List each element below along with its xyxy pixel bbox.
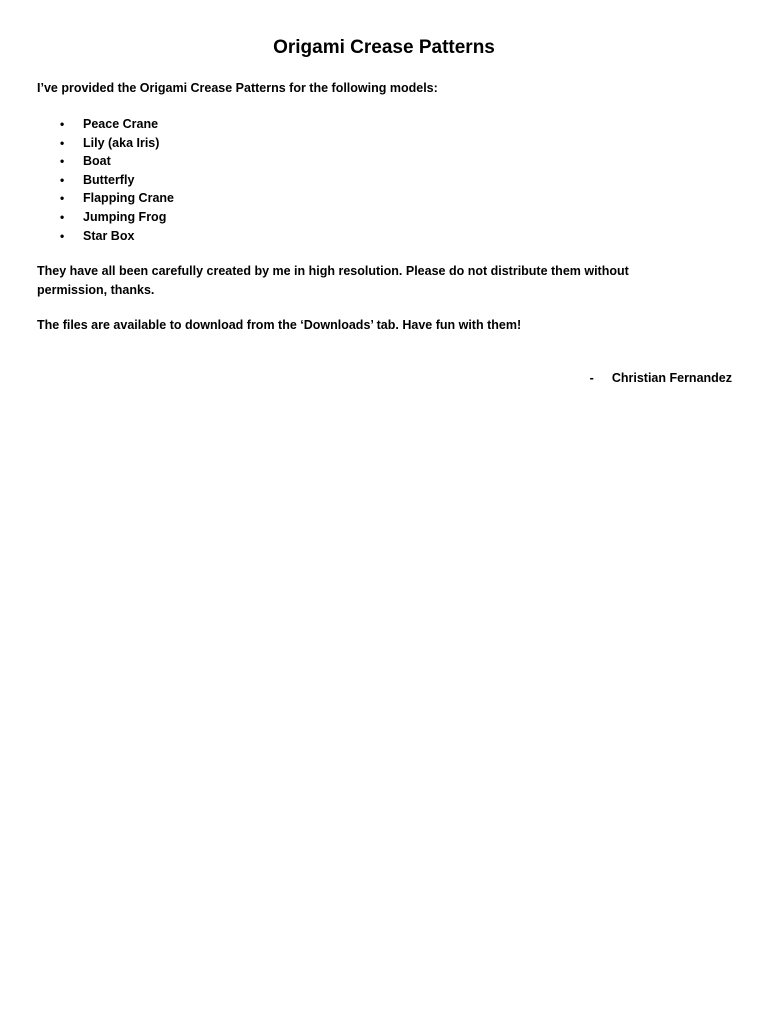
list-item-label: Boat — [83, 154, 111, 169]
bullet-icon: • — [60, 172, 65, 187]
list-item-label: Butterfly — [83, 172, 135, 187]
bullet-icon: • — [60, 135, 65, 150]
list-item-label: Star Box — [83, 228, 135, 243]
bullet-icon: • — [60, 154, 65, 169]
list-item-label: Peace Crane — [83, 117, 159, 131]
distribution-notice: They have all been carefully created by me in high resolution. Please do not distribute them without permission, thanks. — [37, 264, 629, 297]
download-notice: The files are available to download from the ‘Downloads’ tab. Have fun with them! — [37, 318, 522, 332]
intro-text: I’ve provided the Origami Crease Patterns for the following models: — [37, 81, 438, 95]
signature — [590, 369, 732, 387]
list-item-label: Lily (aka Iris) — [83, 135, 160, 150]
list-item-label: Flapping Crane — [83, 191, 174, 206]
list-item-label: Jumping Frog — [83, 209, 167, 224]
page-title: Origami Crease Patterns — [273, 37, 495, 58]
bullet-icon: • — [60, 191, 65, 206]
signature-name: Christian Fernandez — [611, 371, 732, 385]
bullet-icon: • — [60, 228, 65, 243]
bullet-icon: • — [60, 209, 65, 224]
signature-dash: - — [589, 371, 594, 385]
bullet-icon: • — [60, 117, 65, 131]
